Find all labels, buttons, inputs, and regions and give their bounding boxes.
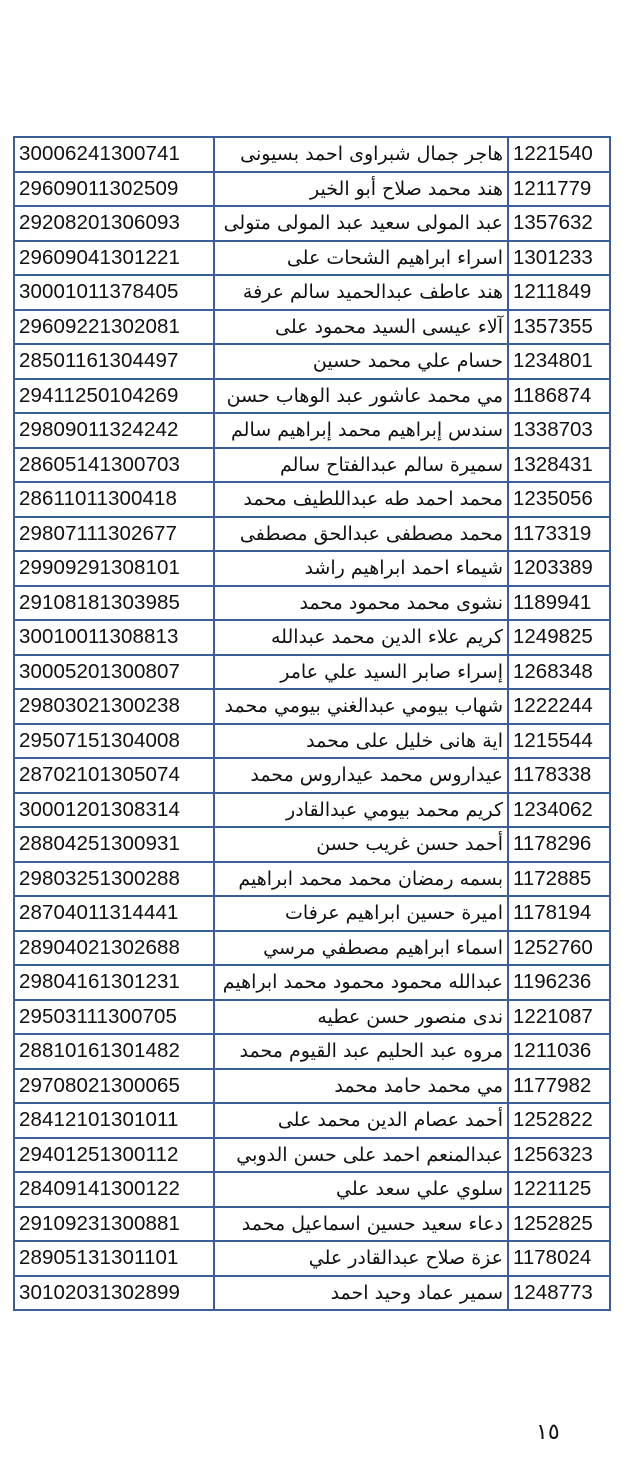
national-id-cell: 28804251300931 <box>14 827 214 862</box>
code-cell: 1256323 <box>508 1138 610 1173</box>
code-cell: 1211779 <box>508 172 610 207</box>
name-cell: عبد المولى سعيد عبد المولى متولى <box>214 206 508 241</box>
table-row <box>14 1172 610 1207</box>
national-id-cell: 28412101301011 <box>14 1103 214 1138</box>
name-cell: شيماء احمد ابراهيم راشد <box>214 551 508 586</box>
code-cell: 1178024 <box>508 1241 610 1276</box>
national-id-cell: 29807111302677 <box>14 517 214 552</box>
code-cell: 1221087 <box>508 1000 610 1035</box>
name-cell: سلوي علي سعد علي <box>214 1172 508 1207</box>
name-cell: هند عاطف عبدالحميد سالم عرفة <box>214 275 508 310</box>
table-row <box>14 931 610 966</box>
code-cell: 1211849 <box>508 275 610 310</box>
code-cell: 1248773 <box>508 1276 610 1311</box>
table-row <box>14 344 610 379</box>
national-id-cell: 29609041301221 <box>14 241 214 276</box>
table-row <box>14 655 610 690</box>
table-row <box>14 758 610 793</box>
table-row <box>14 551 610 586</box>
code-cell: 1211036 <box>508 1034 610 1069</box>
name-cell: أحمد عصام الدين محمد على <box>214 1103 508 1138</box>
name-cell: بسمه رمضان محمد محمد ابراهيم <box>214 862 508 897</box>
national-id-cell: 28904021302688 <box>14 931 214 966</box>
code-cell: 1189941 <box>508 586 610 621</box>
national-id-cell: 29909291308101 <box>14 551 214 586</box>
table-row <box>14 379 610 414</box>
table-row <box>14 862 610 897</box>
national-id-cell: 29503111300705 <box>14 1000 214 1035</box>
national-id-cell: 29803021300238 <box>14 689 214 724</box>
code-cell: 1357355 <box>508 310 610 345</box>
national-id-cell: 28501161304497 <box>14 344 214 379</box>
table-row <box>14 1069 610 1104</box>
table-row <box>14 137 610 172</box>
national-id-cell: 30001011378405 <box>14 275 214 310</box>
national-id-cell: 29401251300112 <box>14 1138 214 1173</box>
code-cell: 1234801 <box>508 344 610 379</box>
national-id-cell: 30005201300807 <box>14 655 214 690</box>
table-row <box>14 1000 610 1035</box>
national-id-cell: 28611011300418 <box>14 482 214 517</box>
national-id-cell: 30010011308813 <box>14 620 214 655</box>
name-cell: حسام علي محمد حسين <box>214 344 508 379</box>
national-id-cell: 28409141300122 <box>14 1172 214 1207</box>
national-id-cell: 30006241300741 <box>14 137 214 172</box>
code-cell: 1252825 <box>508 1207 610 1242</box>
records-table <box>13 136 611 1311</box>
code-cell: 1235056 <box>508 482 610 517</box>
code-cell: 1328431 <box>508 448 610 483</box>
name-cell: هند محمد صلاح أبو الخير <box>214 172 508 207</box>
national-id-cell: 28605141300703 <box>14 448 214 483</box>
code-cell: 1357632 <box>508 206 610 241</box>
national-id-cell: 28704011314441 <box>14 896 214 931</box>
name-cell: آلاء عيسى السيد محمود على <box>214 310 508 345</box>
table-row <box>14 1138 610 1173</box>
name-cell: اسراء ابراهيم الشحات على <box>214 241 508 276</box>
code-cell: 1173319 <box>508 517 610 552</box>
name-cell: مي محمد عاشور عبد الوهاب حسن <box>214 379 508 414</box>
name-cell: أحمد حسن غريب حسن <box>214 827 508 862</box>
table-row <box>14 896 610 931</box>
table-row <box>14 1276 610 1311</box>
code-cell: 1221540 <box>508 137 610 172</box>
name-cell: اميرة حسين ابراهيم عرفات <box>214 896 508 931</box>
national-id-cell: 29108181303985 <box>14 586 214 621</box>
name-cell: سندس إبراهيم محمد إبراهيم سالم <box>214 413 508 448</box>
code-cell: 1178194 <box>508 896 610 931</box>
national-id-cell: 29208201306093 <box>14 206 214 241</box>
code-cell: 1338703 <box>508 413 610 448</box>
name-cell: اسماء ابراهيم مصطفي مرسي <box>214 931 508 966</box>
national-id-cell: 29609221302081 <box>14 310 214 345</box>
table-row <box>14 482 610 517</box>
table-row <box>14 275 610 310</box>
page-number: ١٥ <box>536 1420 560 1445</box>
code-cell: 1252822 <box>508 1103 610 1138</box>
code-cell: 1268348 <box>508 655 610 690</box>
table-row <box>14 241 610 276</box>
table-row <box>14 1103 610 1138</box>
national-id-cell: 29411250104269 <box>14 379 214 414</box>
table-row <box>14 1207 610 1242</box>
table-row <box>14 517 610 552</box>
name-cell: هاجر جمال شبراوى احمد بسيونى <box>214 137 508 172</box>
national-id-cell: 29804161301231 <box>14 965 214 1000</box>
name-cell: كريم محمد بيومي عبدالقادر <box>214 793 508 828</box>
code-cell: 1172885 <box>508 862 610 897</box>
name-cell: محمد احمد طه عبداللطيف محمد <box>214 482 508 517</box>
national-id-cell: 29109231300881 <box>14 1207 214 1242</box>
national-id-cell: 29507151304008 <box>14 724 214 759</box>
national-id-cell: 28810161301482 <box>14 1034 214 1069</box>
records-table-container <box>13 136 611 1311</box>
name-cell: مروه عبد الحليم عبد القيوم محمد <box>214 1034 508 1069</box>
code-cell: 1215544 <box>508 724 610 759</box>
table-row <box>14 793 610 828</box>
code-cell: 1221125 <box>508 1172 610 1207</box>
national-id-cell: 30001201308314 <box>14 793 214 828</box>
name-cell: نشوى محمد محمود محمد <box>214 586 508 621</box>
records-table-body <box>14 137 610 1310</box>
code-cell: 1178296 <box>508 827 610 862</box>
name-cell: شهاب بيومي عبدالغني بيومي محمد <box>214 689 508 724</box>
code-cell: 1222244 <box>508 689 610 724</box>
name-cell: إسراء صابر السيد علي عامر <box>214 655 508 690</box>
code-cell: 1252760 <box>508 931 610 966</box>
table-row <box>14 689 610 724</box>
table-row <box>14 827 610 862</box>
table-row <box>14 413 610 448</box>
table-row <box>14 620 610 655</box>
name-cell: عبدالله محمود محمود محمد ابراهيم <box>214 965 508 1000</box>
national-id-cell: 30102031302899 <box>14 1276 214 1311</box>
national-id-cell: 29708021300065 <box>14 1069 214 1104</box>
name-cell: عيداروس محمد عيداروس محمد <box>214 758 508 793</box>
table-row <box>14 965 610 1000</box>
code-cell: 1234062 <box>508 793 610 828</box>
code-cell: 1177982 <box>508 1069 610 1104</box>
table-row <box>14 1241 610 1276</box>
name-cell: مي محمد حامد محمد <box>214 1069 508 1104</box>
table-row <box>14 310 610 345</box>
name-cell: دعاء سعيد حسين اسماعيل محمد <box>214 1207 508 1242</box>
code-cell: 1196236 <box>508 965 610 1000</box>
national-id-cell: 29609011302509 <box>14 172 214 207</box>
name-cell: ندى منصور حسن عطيه <box>214 1000 508 1035</box>
code-cell: 1186874 <box>508 379 610 414</box>
name-cell: محمد مصطفى عبدالحق مصطفى <box>214 517 508 552</box>
table-row <box>14 724 610 759</box>
national-id-cell: 29803251300288 <box>14 862 214 897</box>
name-cell: عزة صلاح عبدالقادر علي <box>214 1241 508 1276</box>
table-row <box>14 1034 610 1069</box>
name-cell: سميرة سالم عبدالفتاح سالم <box>214 448 508 483</box>
name-cell: كريم علاء الدين محمد عبدالله <box>214 620 508 655</box>
name-cell: عبدالمنعم احمد على حسن الدوبي <box>214 1138 508 1173</box>
code-cell: 1301233 <box>508 241 610 276</box>
national-id-cell: 29809011324242 <box>14 413 214 448</box>
name-cell: اية هانى خليل على محمد <box>214 724 508 759</box>
national-id-cell: 28905131301101 <box>14 1241 214 1276</box>
code-cell: 1178338 <box>508 758 610 793</box>
code-cell: 1249825 <box>508 620 610 655</box>
code-cell: 1203389 <box>508 551 610 586</box>
table-row <box>14 172 610 207</box>
name-cell: سمير عماد وحيد احمد <box>214 1276 508 1311</box>
table-row <box>14 206 610 241</box>
national-id-cell: 28702101305074 <box>14 758 214 793</box>
table-row <box>14 586 610 621</box>
table-row <box>14 448 610 483</box>
